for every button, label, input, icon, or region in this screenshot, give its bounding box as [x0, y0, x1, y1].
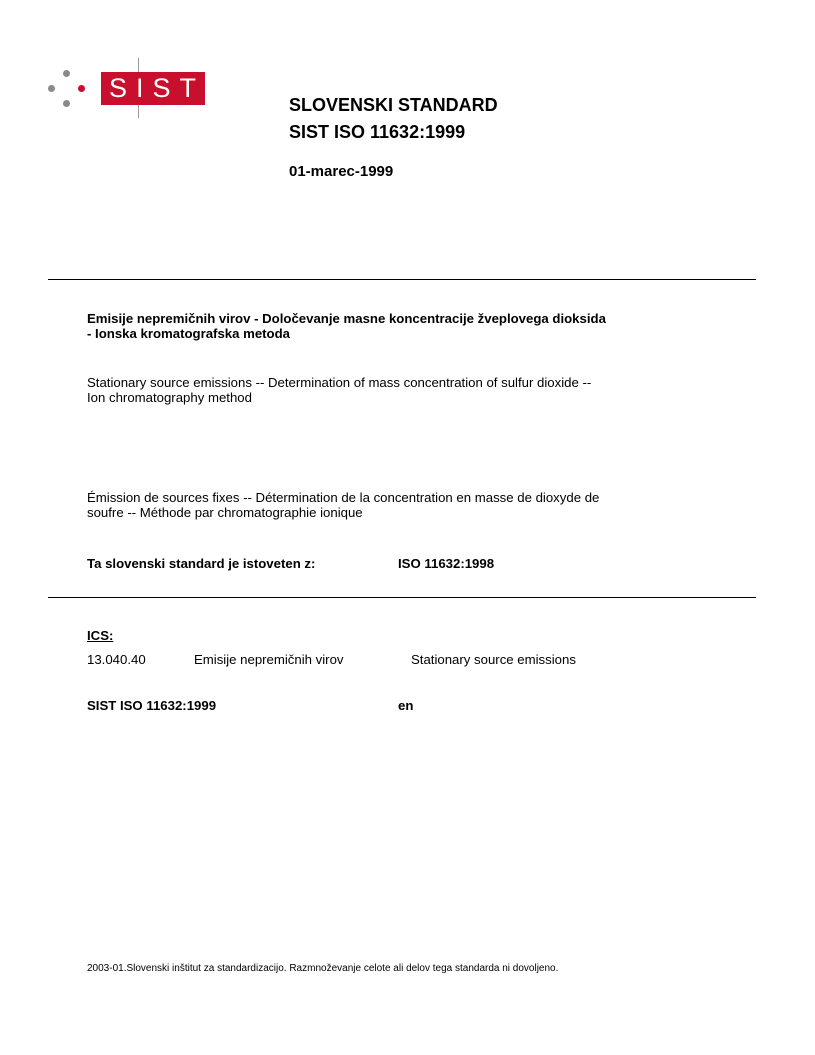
ics-english: Stationary source emissions [411, 652, 576, 667]
logo-dot-red [78, 85, 85, 92]
ics-heading: ICS: [87, 628, 114, 643]
copyright-footer: 2003-01.Slovenski inštitut za standardizacijo. Razmnoževanje celote ali delov tega standarda ni dovoljeno. [87, 963, 559, 974]
logo-wordmark: SIST [101, 72, 205, 105]
logo-dot-top [63, 70, 70, 77]
divider-top [48, 279, 756, 280]
title-french: Émission de sources fixes -- Détermination de la concentration en masse de dioxyde de soufre -- Méthode par chromatographie ionique [87, 490, 600, 520]
identity-value: ISO 11632:1998 [398, 556, 495, 571]
ics-code: 13.040.40 [87, 652, 146, 667]
ics-slovenian: Emisije nepremičnih virov [194, 652, 344, 667]
standard-number: SIST ISO 11632:1999 [289, 122, 466, 142]
doc-language: en [398, 698, 414, 713]
publication-date: 01-marec-1999 [289, 163, 394, 180]
divider-bottom [48, 597, 756, 598]
logo-dot-left [48, 85, 55, 92]
doc-id: SIST ISO 11632:1999 [87, 698, 217, 713]
standard-type: SLOVENSKI STANDARD [289, 95, 498, 115]
title-slovenian: Emisije nepremičnih virov - Določevanje masne koncentracije žveplovega dioksida - Ionska kromatografska metoda [87, 311, 606, 341]
title-english: Stationary source emissions -- Determination of mass concentration of sulfur dioxide -- Ion chromatography method [87, 375, 592, 405]
logo-dot-bottom [63, 100, 70, 107]
identity-label: Ta slovenski standard je istoveten z: [87, 556, 316, 571]
